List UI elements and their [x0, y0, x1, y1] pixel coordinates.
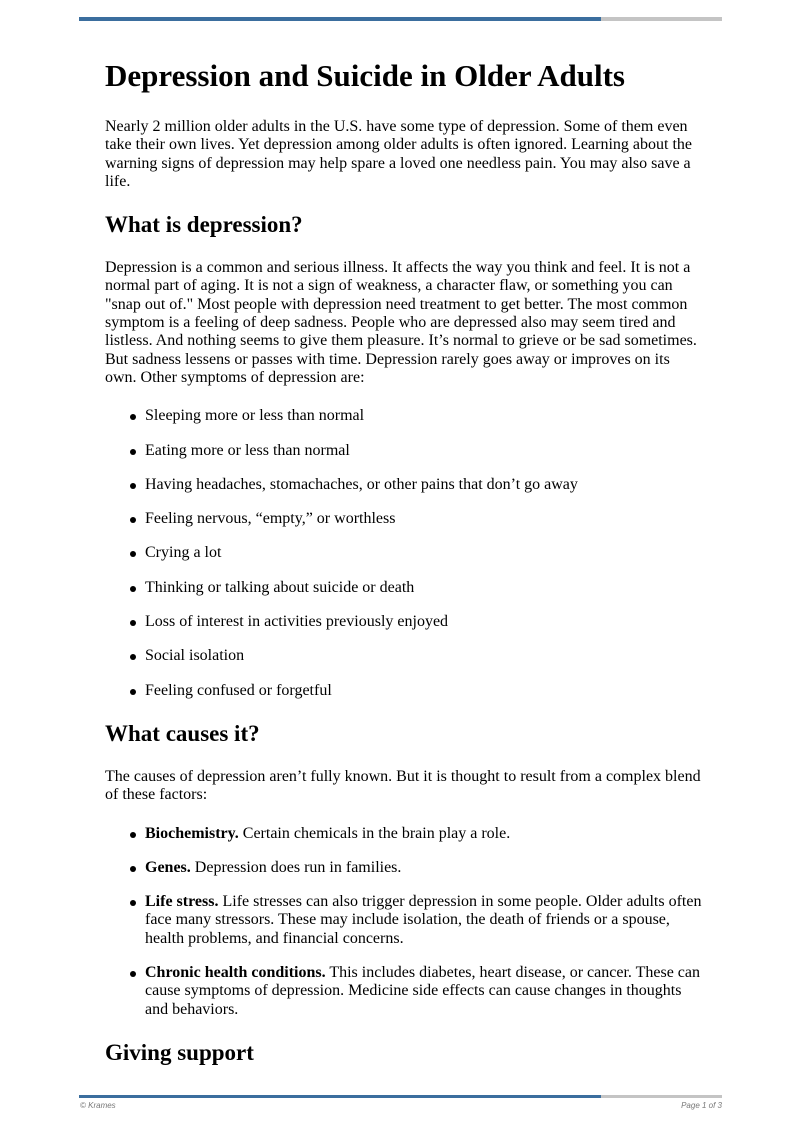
list-item-text: Feeling confused or forgetful: [145, 681, 332, 699]
footer-page-number: Page 1 of 3: [681, 1101, 722, 1110]
bullet-icon: [130, 449, 136, 455]
footer-copyright: © Krames: [80, 1101, 116, 1110]
page-title: Depression and Suicide in Older Adults: [105, 58, 625, 93]
list-item: [105, 476, 705, 494]
section-heading-what-is-depression: What is depression?: [105, 212, 303, 238]
bullet-icon: [130, 483, 136, 489]
section-heading-giving-support: Giving support: [105, 1039, 254, 1065]
header-rule: [79, 17, 722, 21]
list-item: [105, 510, 705, 528]
footer-rule-gray: [601, 1095, 722, 1098]
list-item: [105, 442, 705, 460]
bullet-icon: [130, 900, 136, 906]
cause-text: Certain chemicals in the brain play a role.: [238, 824, 511, 842]
list-item: [105, 825, 705, 843]
cause-term: Chronic health conditions.: [145, 964, 326, 982]
list-item-text: Sleeping more or less than normal: [145, 407, 365, 425]
bullet-icon: [130, 866, 136, 872]
list-item: [105, 682, 705, 700]
list-item: [105, 647, 705, 665]
list-item-text: Having headaches, stomachaches, or other pains that don’t go away: [145, 475, 578, 493]
header-rule-accent: [79, 17, 601, 21]
list-item-text: Social isolation: [145, 647, 245, 665]
list-item: [105, 859, 705, 877]
list-item-text: Loss of interest in activities previously enjoyed: [145, 613, 449, 631]
list-item: [105, 407, 705, 425]
list-item-text: Crying a lot: [145, 544, 222, 562]
bullet-icon: [130, 832, 136, 838]
causes-list: [105, 825, 705, 1019]
section-paragraph-what-causes-it: The causes of depression aren’t fully known. But it is thought to result from a complex blend of these factors:: [105, 767, 701, 804]
bullet-icon: [130, 586, 136, 592]
list-item: [105, 893, 705, 948]
bullet-icon: [130, 971, 136, 977]
footer-rule: [79, 1095, 722, 1098]
bullet-icon: [130, 654, 136, 660]
document-body: [105, 56, 705, 1087]
intro-paragraph: Nearly 2 million older adults in the U.S. have some type of depression. Some of them even take their own lives. Yet depression among older adults is often ignored. Learning about the warning signs of depression may help spare a loved one needless pain. You may also save a life.: [105, 118, 692, 190]
section-heading-what-causes-it: What causes it?: [105, 720, 260, 746]
list-item: [105, 579, 705, 597]
bullet-icon: [130, 689, 136, 695]
cause-term: Genes.: [145, 858, 191, 876]
bullet-icon: [130, 517, 136, 523]
list-item: [105, 964, 705, 1019]
list-item-text: Feeling nervous, “empty,” or worthless: [145, 510, 396, 528]
cause-text: This includes diabetes, heart disease, or cancer. These can cause symptoms of depression. Medicine side effects can cause changes in thoughts and behaviors.: [145, 964, 700, 1018]
section-paragraph-what-is-depression: Depression is a common and serious illness. It affects the way you think and feel. It is not a normal part of aging. It is not a sign of weakness, a character flaw, or something you can "snap out of." Most people with depression need treatment to get better. The most common symptom is a feeling of deep sadness. People who are depressed also may seem tired and listless. And nothing seems to give them pleasure. It’s normal to grieve or be sad sometimes. But sadness lessens or passes with time. Depression rarely goes away or improves on its own. Other symptoms of depression are:: [105, 259, 697, 386]
list-item: [105, 613, 705, 631]
symptoms-list: [105, 407, 705, 700]
footer-rule-accent: [79, 1095, 601, 1098]
bullet-icon: [130, 414, 136, 420]
cause-term: Biochemistry.: [145, 824, 239, 842]
cause-text: Depression does run in families.: [190, 858, 402, 876]
bullet-icon: [130, 551, 136, 557]
cause-text: Life stresses can also trigger depression in some people. Older adults often face many stressors. These may include isolation, the death of friends or a spouse, health problems, and financial concerns.: [145, 893, 702, 947]
list-item-text: Eating more or less than normal: [145, 441, 350, 459]
bullet-icon: [130, 620, 136, 626]
list-item: [105, 544, 705, 562]
list-item-text: Thinking or talking about suicide or death: [145, 578, 415, 596]
cause-term: Life stress.: [145, 893, 219, 911]
header-rule-gray: [601, 17, 722, 21]
